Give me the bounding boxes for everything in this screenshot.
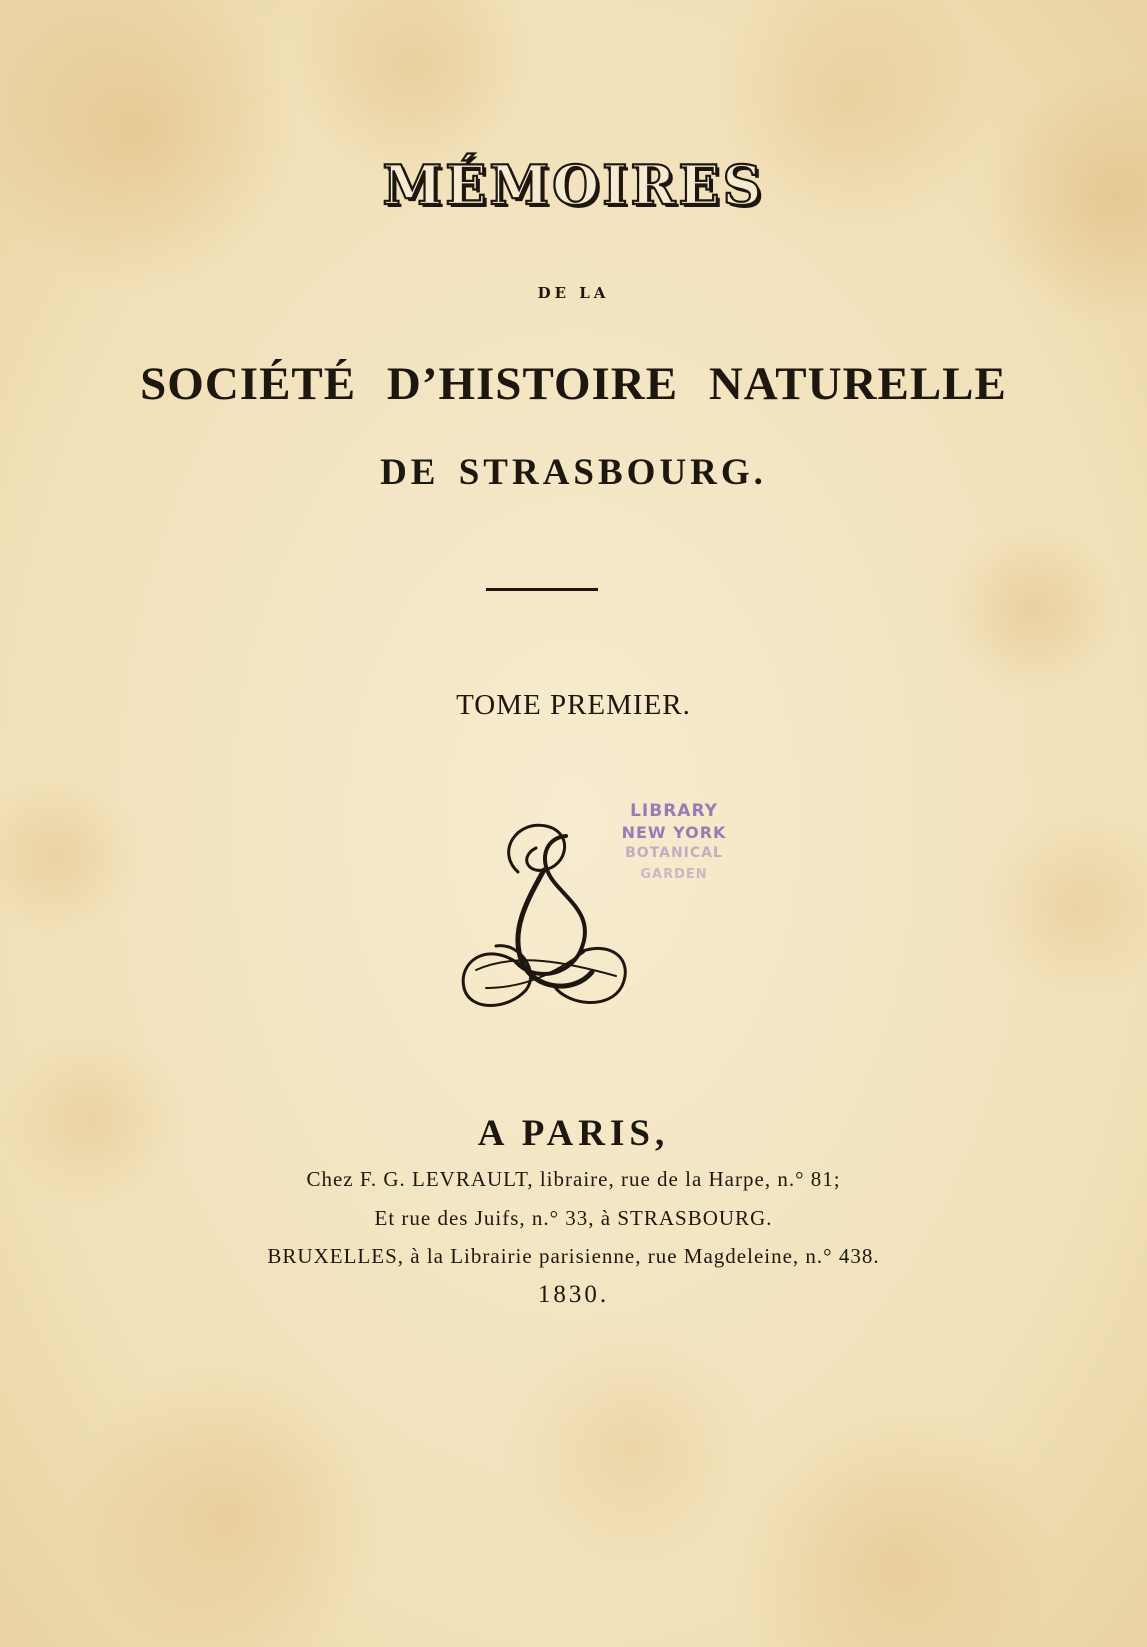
imprint-line-bruxelles: BRUXELLES, à la Librairie parisienne, rue Magdeleine, n.° 438. — [267, 1244, 880, 1268]
publisher-monogram — [456, 812, 636, 1012]
imprint-line-strasbourg: Et rue des Juifs, n.° 33, à STRASBOURG. — [374, 1206, 773, 1230]
title-de-la: DE LA — [537, 284, 610, 302]
imprint-line-levrault: Chez F. G. LEVRAULT, libraire, rue de la Harpe, n.° 81; — [306, 1167, 841, 1191]
stamp-line-new-york: NEW YORK — [621, 823, 727, 842]
monogram-inner-flourish — [486, 952, 584, 988]
title-memoires: MÉMOIRES — [382, 153, 765, 217]
stamp-line-library: LIBRARY — [630, 801, 718, 821]
title-city: DE STRASBOURG. — [380, 452, 767, 493]
monogram-lower-left-loop — [463, 946, 530, 1006]
title-divider-rule — [486, 588, 598, 591]
imprint-city: A PARIS, — [477, 1113, 670, 1154]
monogram-upper-loop — [509, 825, 565, 872]
volume-label: TOME PREMIER. — [456, 689, 691, 721]
title-society-name: SOCIÉTÉ D’HISTOIRE NATURELLE — [140, 358, 1007, 410]
stamp-line-botanical: BOTANICAL — [625, 845, 723, 861]
publication-year: 1830. — [537, 1281, 610, 1308]
stamp-line-garden: GARDEN — [640, 867, 708, 882]
